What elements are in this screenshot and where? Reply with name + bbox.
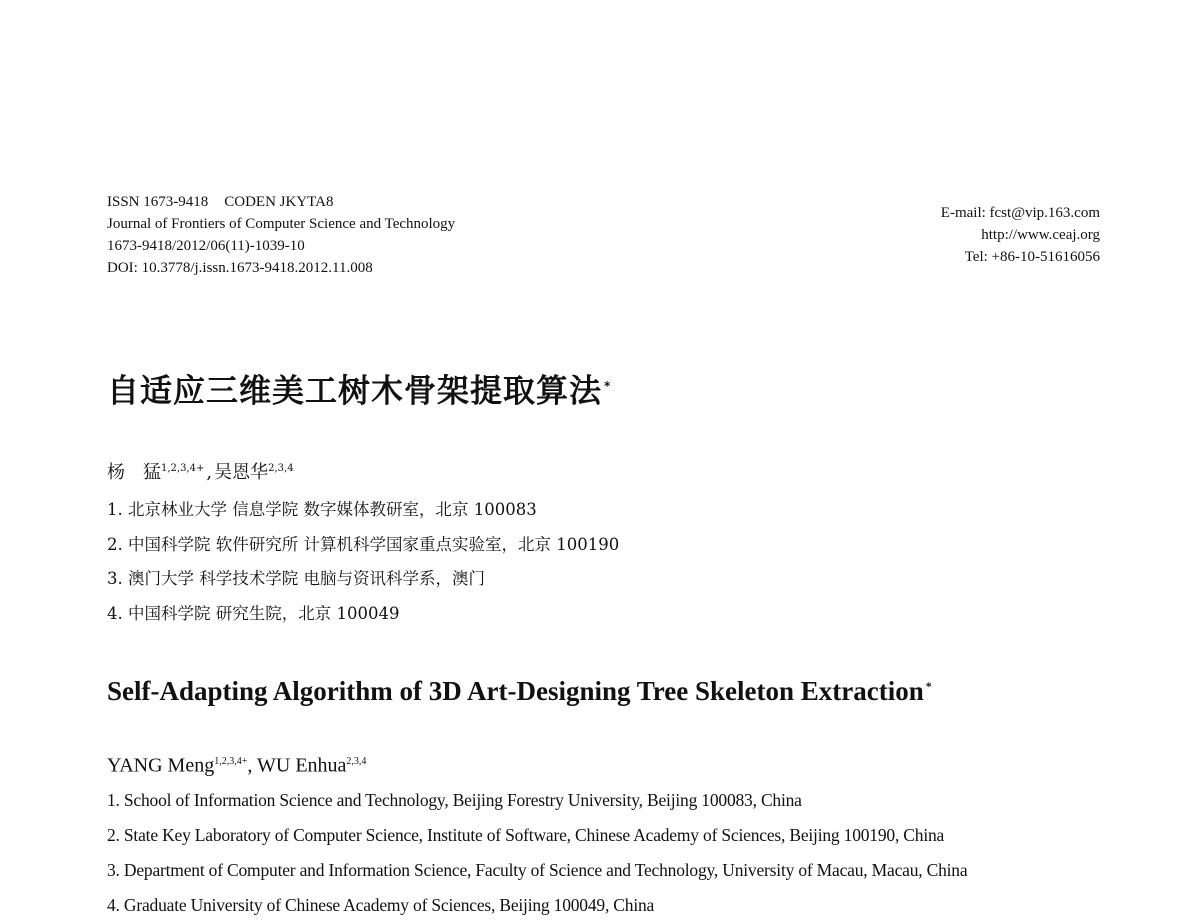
affiliation-en: 2. State Key Laboratory of Computer Science, Institute of Software, Chinese Academy of Sciences, Beijing 100190, China [107, 825, 945, 845]
email: E-mail: fcst@vip.163.com [940, 205, 1100, 221]
doi: DOI: 10.3778/j.issn.1673-9418.2012.11.008 [107, 260, 373, 276]
affiliations-chinese [107, 493, 619, 631]
affiliation-cn: 2. 中国科学院 软件研究所 计算机科学国家重点实验室，北京 100190 [107, 534, 620, 554]
affiliation-cn: 3. 澳门大学 科学技术学院 电脑与资讯科学系，澳门 [107, 569, 485, 588]
coden: CODEN JKYTA8 [224, 194, 334, 210]
author-cn-sup: 2,3,4 [268, 463, 294, 474]
title-chinese-text: 自适应三维美工树木骨架提取算法 [107, 371, 603, 410]
title-chinese [107, 364, 611, 413]
title-english-text: Self-Adapting Algorithm of 3D Art-Designing Tree Skeleton Extraction [107, 676, 924, 706]
title-english-footnote-mark: * [925, 679, 932, 693]
affiliation-en: 1. School of Information Science and Technology, Beijing Forestry University, Beijing 100083, China [107, 790, 802, 810]
author-cn-name: 杨 猛 [107, 462, 161, 483]
telephone: Tel: +86-10-51616056 [964, 249, 1100, 265]
author-en-name: YANG Meng [107, 754, 215, 777]
issn-line [107, 191, 455, 213]
title-english [107, 668, 932, 709]
author-separator-en: , [247, 754, 257, 777]
author-separator: , [206, 462, 213, 483]
affiliation-cn: 1. 北京林业大学 信息学院 数字媒体教研室，北京 100083 [107, 500, 537, 519]
issn: ISSN 1673-9418 [107, 194, 209, 210]
title-chinese-footnote-mark: * [604, 379, 612, 393]
author-en-sup: 1,2,3,4+ [214, 756, 248, 767]
website: http://www.ceaj.org [981, 227, 1100, 243]
affiliation-en: 3. Department of Computer and Information Science, Faculty of Science and Technology, University of Macau, Macau, China [107, 860, 968, 880]
author-en-name: WU Enhua [257, 754, 347, 777]
citation-code: 1673-9418/2012/06(11)-1039-10 [107, 238, 305, 254]
author-cn-name: 吴恩华 [214, 462, 269, 483]
journal-name: Journal of Frontiers of Computer Science and Technology [107, 216, 456, 232]
author-cn-sup: 1,2,3,4+ [161, 463, 205, 474]
contact-info [941, 202, 1100, 268]
journal-info [107, 191, 455, 279]
authors-english [107, 748, 366, 780]
author-en-sup: 2,3,4 [346, 756, 367, 767]
authors-chinese [107, 456, 294, 486]
affiliation-cn: 4. 中国科学院 研究生院，北京 100049 [107, 603, 400, 623]
affiliations-english [107, 784, 967, 924]
affiliation-en: 4. Graduate University of Chinese Academy of Sciences, Beijing 100049, China [107, 895, 655, 915]
